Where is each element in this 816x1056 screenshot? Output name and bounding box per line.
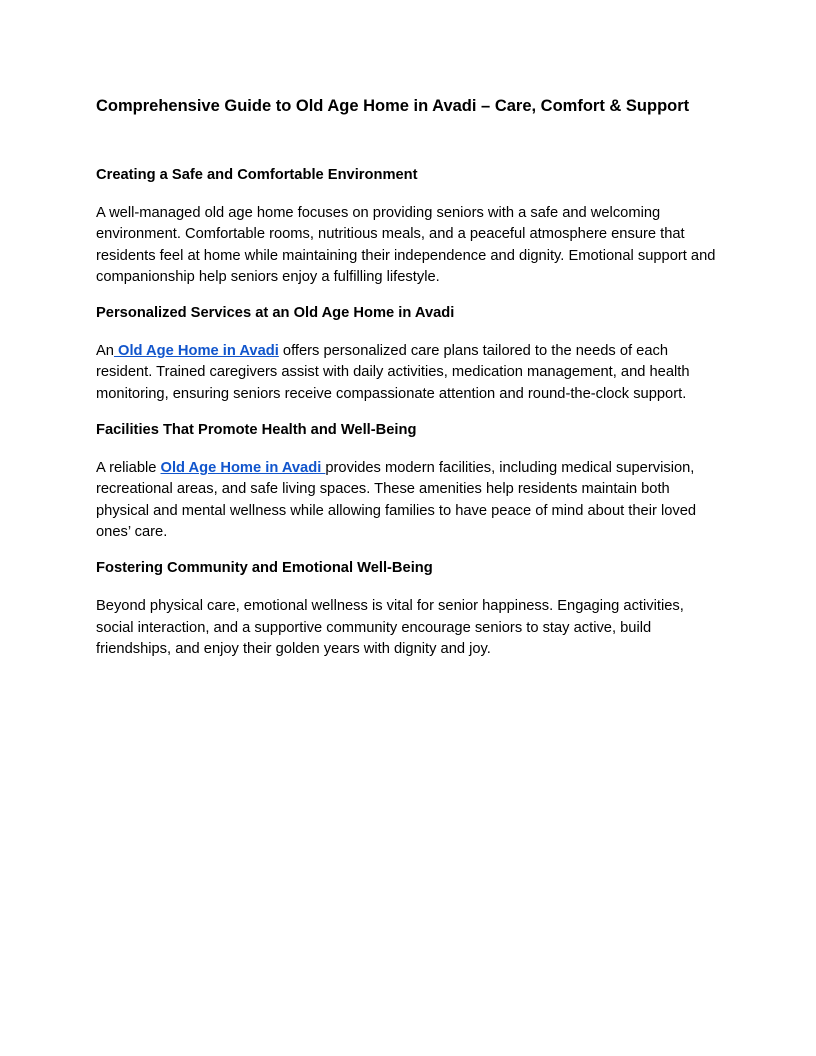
section-body: Beyond physical care, emotional wellness is vital for senior happiness. Engaging activities, social interaction, and a supportive community encourage seniors to stay active, build friendships, and enjoy their golden years with dignity and joy. (96, 598, 684, 657)
section-heading: Creating a Safe and Comfortable Environment (96, 167, 418, 183)
document-page (96, 94, 720, 676)
section-personalized-services (96, 304, 720, 405)
old-age-home-link[interactable]: Old Age Home in Avadi (113, 343, 279, 360)
section-heading: Facilities That Promote Health and Well-Being (96, 422, 417, 439)
body-text-before-link: A reliable (96, 460, 161, 477)
body-text-after-link: offers personalized care plans tailored to the needs of each resident. Trained caregivers assist with daily activities, medication management, and health monitoring, ensuring seniors receive compassionate attention and round-the-clock support. (96, 343, 690, 402)
body-text-after-link: provides modern facilities, including medical supervision, recreational areas, and safe living spaces. These amenities help residents maintain both physical and mental wellness while allowing families to have peace of mind about their loved ones’ care. (96, 460, 697, 540)
section-body (96, 341, 720, 405)
section-community (96, 559, 720, 660)
section-safe-environment (96, 166, 720, 288)
section-heading: Fostering Community and Emotional Well-Being (96, 560, 433, 577)
document-title: Comprehensive Guide to Old Age Home in Avadi – Care, Comfort & Support (96, 97, 690, 115)
section-body: A well-managed old age home focuses on providing seniors with a safe and welcoming environment. Comfortable rooms, nutritious meals, and a peaceful atmosphere ensure that residents feel at home while maintaining their independence and dignity. Emotional support and companionship help seniors enjoy a fulfilling lifestyle. (96, 205, 716, 285)
old-age-home-link[interactable]: Old Age Home in Avadi (160, 460, 326, 477)
body-text-before-link: An (96, 343, 114, 360)
section-body (96, 458, 720, 543)
section-heading: Personalized Services at an Old Age Home in Avadi (96, 305, 455, 322)
section-facilities (96, 421, 720, 543)
